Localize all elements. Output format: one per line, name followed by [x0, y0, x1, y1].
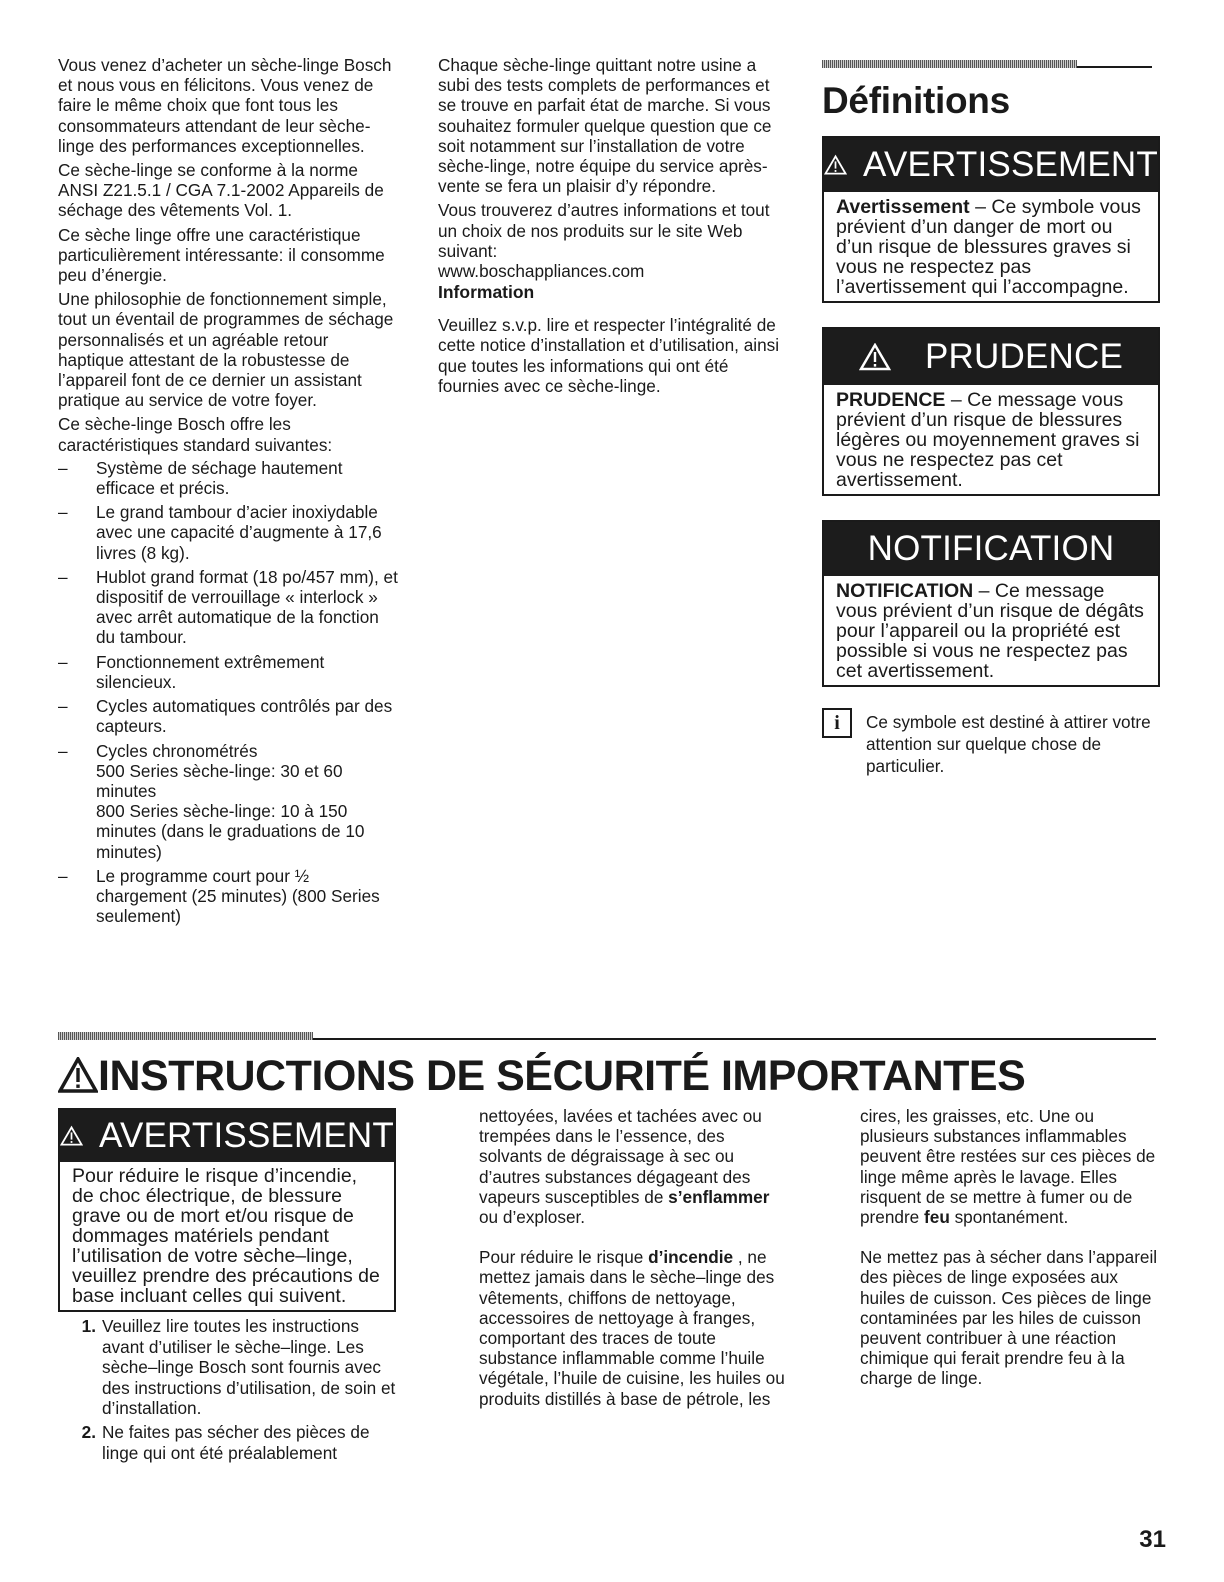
safety-avertissement-banner: AVERTISSEMENT	[60, 1110, 394, 1162]
list-item: 2. Ne faites pas sécher des pièces de linge qui ont été préalablement	[81, 1421, 370, 1463]
list-item: 1. Veuillez lire toutes les instructions avant d’utiliser le sèche–linge. Les sèche–linge Bosch sont fournis avec des instructions d’utilisation, de soin et d’installation.	[81, 1316, 396, 1419]
list-item: – Le programme court pour ½ chargement (25 minutes) (800 Series seulement)	[58, 865, 380, 927]
warning-triangle-icon	[60, 1122, 83, 1150]
safety-right-column	[860, 1106, 1160, 1389]
safety-left-column	[58, 1108, 396, 1463]
information-heading: Information	[438, 282, 535, 303]
definitions-section	[822, 66, 1160, 777]
energy-paragraph: Ce sèche linge offre une caractéristique particulièrement intéressante: il consomme peu d’énergie.	[58, 224, 385, 286]
waxes-paragraph: cires, les graisses, etc. Une ou plusieurs substances inflammables peuvent être restées sur ces pièces de linge même après le lavage. Elles risquent de se mettre à fumer ou de prendre feu spontanément.	[860, 1106, 1156, 1228]
service-column	[438, 55, 783, 396]
intro-column	[58, 55, 398, 930]
read-notice-paragraph: Veuillez s.v.p. lire et respecter l’intégralité de cette notice d’installation et d’utilisation, ainsi que toutes les informations qui ont été fournies avec ce sèche-linge.	[438, 315, 780, 396]
prudence-banner: PRUDENCE	[824, 329, 1158, 385]
notification-text: NOTIFICATION – Ce message vous prévient d’un risque de dégâts pour l’appareil ou la propriété est possible si vous ne respectez pas cet avertissement.	[836, 580, 1144, 682]
section-rule	[822, 66, 1152, 68]
intro-paragraph: Vous venez d’acheter un sèche-linge Bosch et nous vous en félicitons. Vous venez de faire le même choix que font tous les consommateurs attendant de leur sèche-linge des performances exceptionnelles.	[58, 55, 392, 156]
prudence-text: PRUDENCE – Ce message vous prévient d’un risque de blessures légères ou moyennement graves si vous ne respectez pas cet avertissement.	[836, 389, 1140, 491]
list-item: – Fonctionnement extrêmement silencieux.	[58, 651, 325, 692]
list-item: – Cycles automatiques contrôlés par des capteurs.	[58, 696, 393, 737]
list-item: – Cycles chronométrés 500 Series sèche-linge: 30 et 60 minutes 800 Series sèche-linge: 10 à 150 minutes (dans le graduations de 10 minutes)	[58, 740, 365, 862]
norm-paragraph: Ce sèche-linge se conforme à la norme ANSI Z21.5.1 / CGA 7.1-2002 Appareils de séchage des vêtements Vol. 1.	[58, 160, 384, 221]
notification-box	[822, 520, 1160, 687]
safety-title: INSTRUCTIONS DE SÉCURITÉ IMPORTANTES	[58, 1052, 1025, 1101]
warning-triangle-icon	[58, 1057, 98, 1093]
warning-triangle-icon	[859, 343, 891, 371]
info-note	[822, 711, 1160, 777]
warning-triangle-icon	[824, 151, 847, 179]
quality-paragraph: Chaque sèche-linge quittant notre usine a subi des tests complets de performances et se trouve en parfait état de marche. Si vous souhaitez formuler quelque question que ce soit notamment sur l’installation de votre sèche-linge, notre équipe du service après-vente se fera un plaisir d’y répondre.	[438, 55, 772, 197]
safety-box-text: Pour réduire le risque d’incendie, de choc électrique, de blessure grave ou de mort et/ou risque de dommages matériels pendant l’utilisation de votre sèche–linge, veuillez prendre des précautions de base incluant celles qui suivent.	[72, 1165, 380, 1307]
cooking-oil-paragraph: Ne mettez pas à sécher dans l’appareil des pièces de linge exposées aux huiles de cuisson. Ces pièces de linge contaminées par les hiles de cuisson peuvent contribuer à une réaction chimique qui ferait prendre feu à la charge de linge.	[860, 1247, 1158, 1389]
list-item: – Le grand tambour d’acier inoxiydable avec une capacité d’augmente à 17,6 livres (8 kg).	[58, 502, 382, 563]
definitions-title: Définitions	[822, 80, 1010, 121]
avertissement-box	[822, 136, 1160, 303]
notification-banner: NOTIFICATION	[824, 522, 1158, 576]
list-item: – Hublot grand format (18 po/457 mm), et dispositif de verrouillage « interlock » avec arrêt automatique de la fonction du tambour.	[58, 566, 398, 648]
prudence-box	[822, 327, 1160, 496]
safety-middle-column	[479, 1106, 789, 1409]
philosophy-paragraph: Une philosophie de fonctionnement simple, tout un éventail de programmes de séchage personnalisés et un agréable retour haptique attestant de la robustesse de l’appareil font de ce dernier un assistant pratique au service de votre foyer.	[58, 289, 394, 411]
safety-rule	[58, 1038, 1156, 1040]
website-paragraph: Vous trouverez d’autres informations et tout un choix de nos produits sur le site Web suivant:	[438, 200, 770, 261]
info-note-text: Ce symbole est destiné à attirer votre attention sur quelque chose de particulier.	[866, 712, 1151, 776]
avertissement-banner: AVERTISSEMENT	[824, 138, 1158, 192]
list-item: – Système de séchage hautement efficace et précis.	[58, 457, 343, 499]
page-number: 31	[1139, 1526, 1166, 1553]
safety-avertissement-box	[58, 1108, 396, 1312]
info-icon: i	[822, 708, 852, 738]
avertissement-text: Avertissement – Ce symbole vous prévient d’un danger de mort ou d’un risque de blessures graves si vous ne respectez pas l’avertissement qui l’accompagne.	[836, 196, 1141, 298]
website-link[interactable]: www.boschappliances.com	[438, 261, 645, 282]
fire-risk-paragraph: Pour réduire le risque d’incendie , ne mettez jamais dans le sèche–linge des vêtements, chiffons de nettoyage, accessoires de nettoyage à franges, comportant des traces de toute substance inflammable comme l’huile végétale, l’huile de cuisine, les huiles ou produits distillés à base de pétrole, les	[479, 1247, 785, 1409]
features-intro: Ce sèche-linge Bosch offre les caractéristiques standard suivantes:	[58, 414, 333, 455]
solvents-paragraph: nettoyées, lavées et tachées avec ou trempées dans le l’essence, des solvants de dégraissage à sec ou d’autres substances dégageant des vapeurs susceptibles de s’enflammer ou d’exploser.	[479, 1106, 770, 1228]
